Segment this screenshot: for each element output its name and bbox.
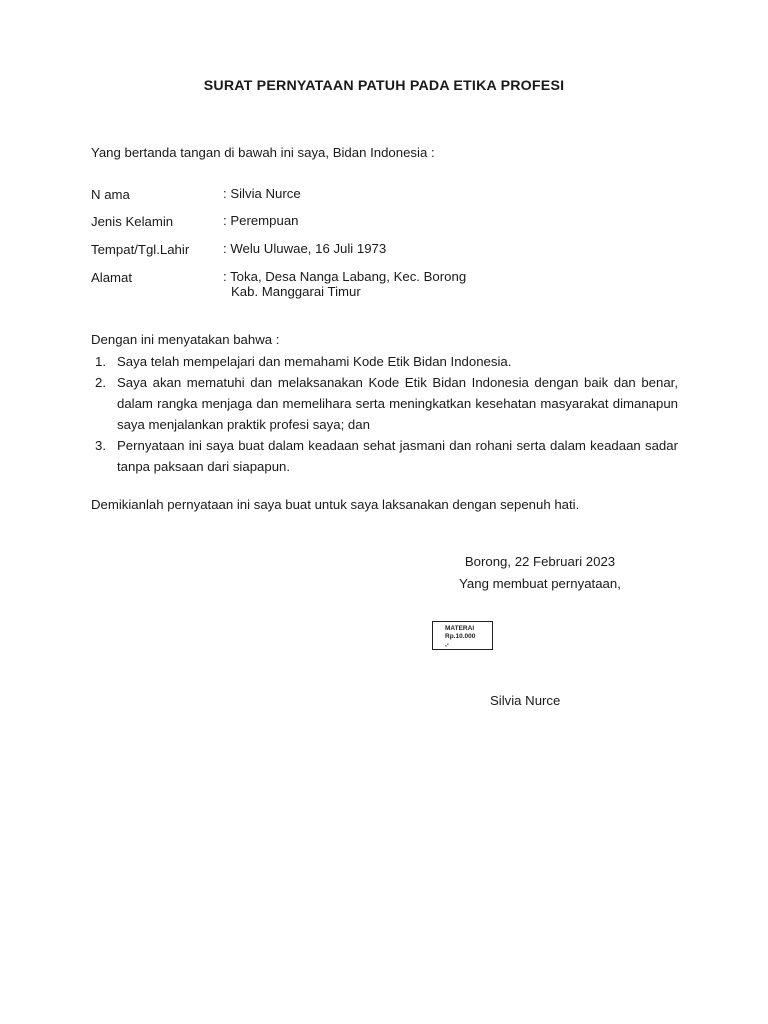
list-item: [91, 351, 678, 372]
list-item: [91, 435, 678, 477]
stamp-box: [432, 621, 493, 650]
field-birth-value: : Welu Uluwae, 16 Juli 1973: [223, 241, 387, 256]
signature-place-date: Borong, 22 Februari 2023: [464, 554, 616, 569]
field-address-line1: : Toka, Desa Nanga Labang, Kec. Borong: [223, 269, 467, 284]
signer-name: Silvia Nurce: [490, 693, 561, 708]
closing-text: Demikianlah pernyataan ini saya buat untuk saya laksanakan dengan sepenuh hati.: [91, 497, 580, 512]
stamp-line-3: ,-: [445, 641, 449, 648]
list-item-number: 1.: [95, 354, 106, 369]
list-item: [91, 372, 678, 435]
field-birth-label: Tempat/Tgl.Lahir: [91, 242, 190, 257]
list-item-number: 3.: [95, 438, 106, 453]
stamp-line-2: Rp.10.000: [445, 633, 476, 640]
list-item-text: Saya akan mematuhi dan melaksanakan Kode Etik Bidan Indonesia dengan baik dan benar, dalam rangka menjaga dan memelihara serta meningkatkan kesehatan masyarakat dimanapun saya menjalankan praktik profesi saya; dan: [117, 375, 678, 432]
field-address-value: [223, 270, 466, 299]
list-item-text: Pernyataan ini saya buat dalam keadaan sehat jasmani dan rohani serta dalam keadaan sadar tanpa paksaan dari siapapun.: [117, 438, 678, 474]
list-item-number: 2.: [95, 375, 106, 390]
stamp-line-1: MATERAI: [445, 625, 475, 632]
field-gender-label: Jenis Kelamin: [91, 214, 174, 229]
field-address-label: Alamat: [91, 270, 133, 285]
declaration-list: [91, 351, 678, 477]
field-gender-value: : Perempuan: [223, 213, 299, 228]
declaration-intro: Dengan ini menyatakan bahwa :: [91, 332, 280, 347]
field-name-value: : Silvia Nurce: [223, 186, 301, 201]
field-name-label: N ama: [91, 187, 130, 202]
document-title: SURAT PERNYATAAN PATUH PADA ETIKA PROFESI: [203, 78, 565, 94]
signature-maker-label: Yang membuat pernyataan,: [459, 576, 621, 591]
intro-text: Yang bertanda tangan di bawah ini saya, Bidan Indonesia :: [91, 145, 435, 160]
list-item-text: Saya telah mempelajari dan memahami Kode Etik Bidan Indonesia.: [117, 354, 512, 369]
field-address-line2: Kab. Manggarai Timur: [231, 283, 361, 299]
